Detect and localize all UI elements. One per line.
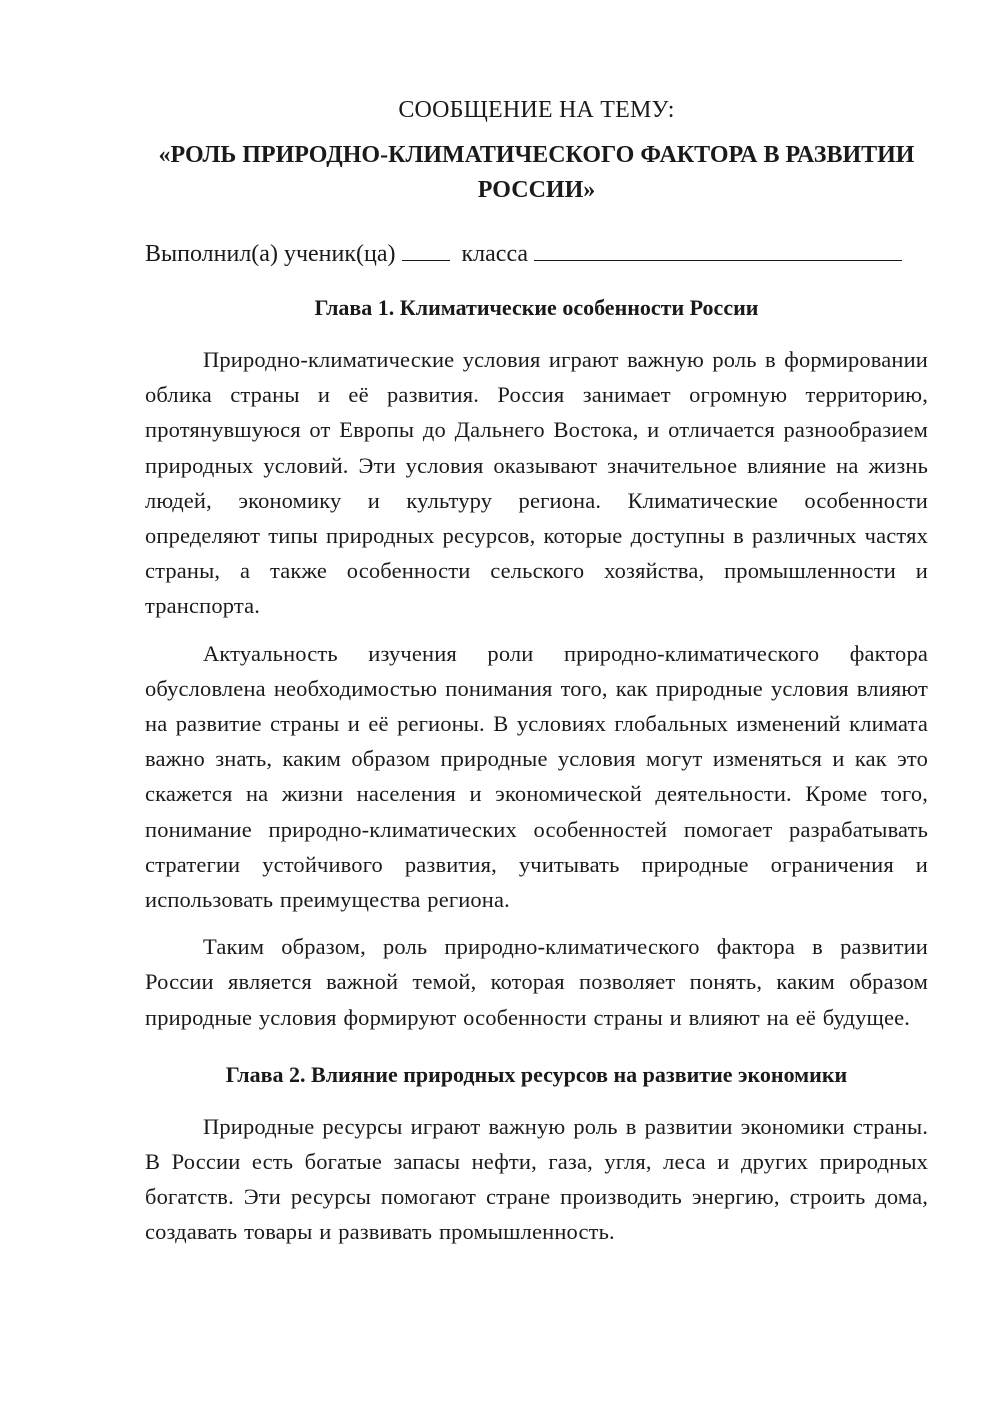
paragraph: Актуальность изучения роли природно-климатического фактора обусловлена необходимостью понимания того, как природные условия влияют на развитие страны и её регионы. В условиях глобальных изменений климата важно знать, каким образом природные условия могут изменяться и как это скажется на жизни населения и экономической деятельности. Кроме того, понимание природно-климатических особенностей помогает разрабатывать стратегии устойчивого развития, учитывать природные ограничения и использовать преимущества региона. <box>145 640 928 913</box>
paragraph: Природно-климатические условия играют важную роль в формировании облика страны и её развития. Россия занимает огромную территорию, протянувшуюся от Европы до Дальнего Востока, и отличается разнообразием природных условий. Эти условия оказывают значительное влияние на жизнь людей, экономику и культуру региона. Климатические особенности определяют типы природных ресурсов, которые доступны в различных частях страны, а также особенности сельского хозяйства, промышленности и транспорта. <box>145 347 928 619</box>
chapter-heading: Глава 1. Климатические особенности России <box>314 295 759 320</box>
author-line-prefix: Выполнил(а) ученик(ца) <box>145 241 396 267</box>
document-title: «РОЛЬ ПРИРОДНО-КЛИМАТИЧЕСКОГО ФАКТОРА В РАЗВИТИИ РОССИИ» <box>158 142 915 203</box>
author-line <box>145 236 928 272</box>
author-line-middle: класса <box>461 241 529 267</box>
grade-blank <box>402 236 450 261</box>
paragraph: Природные ресурсы играют важную роль в развитии экономики страны. В России есть богатые запасы нефти, газа, угля, леса и других природных богатств. Эти ресурсы помогают стране производить энергию, строить дома, создавать товары и развивать промышленность. <box>145 1113 928 1245</box>
document-page <box>145 92 928 1262</box>
paragraph: Таким образом, роль природно-климатического фактора в развитии России является важной темой, которая позволяет понять, каким образом природные условия формируют особенности страны и влияют на её будущее. <box>145 934 928 1030</box>
name-blank <box>534 236 902 261</box>
chapter-1 <box>145 290 928 1035</box>
chapter-heading: Глава 2. Влияние природных ресурсов на развитие экономики <box>225 1061 848 1087</box>
chapter-2 <box>145 1057 928 1250</box>
document-kicker: СООБЩЕНИЕ НА ТЕМУ: <box>398 97 675 123</box>
